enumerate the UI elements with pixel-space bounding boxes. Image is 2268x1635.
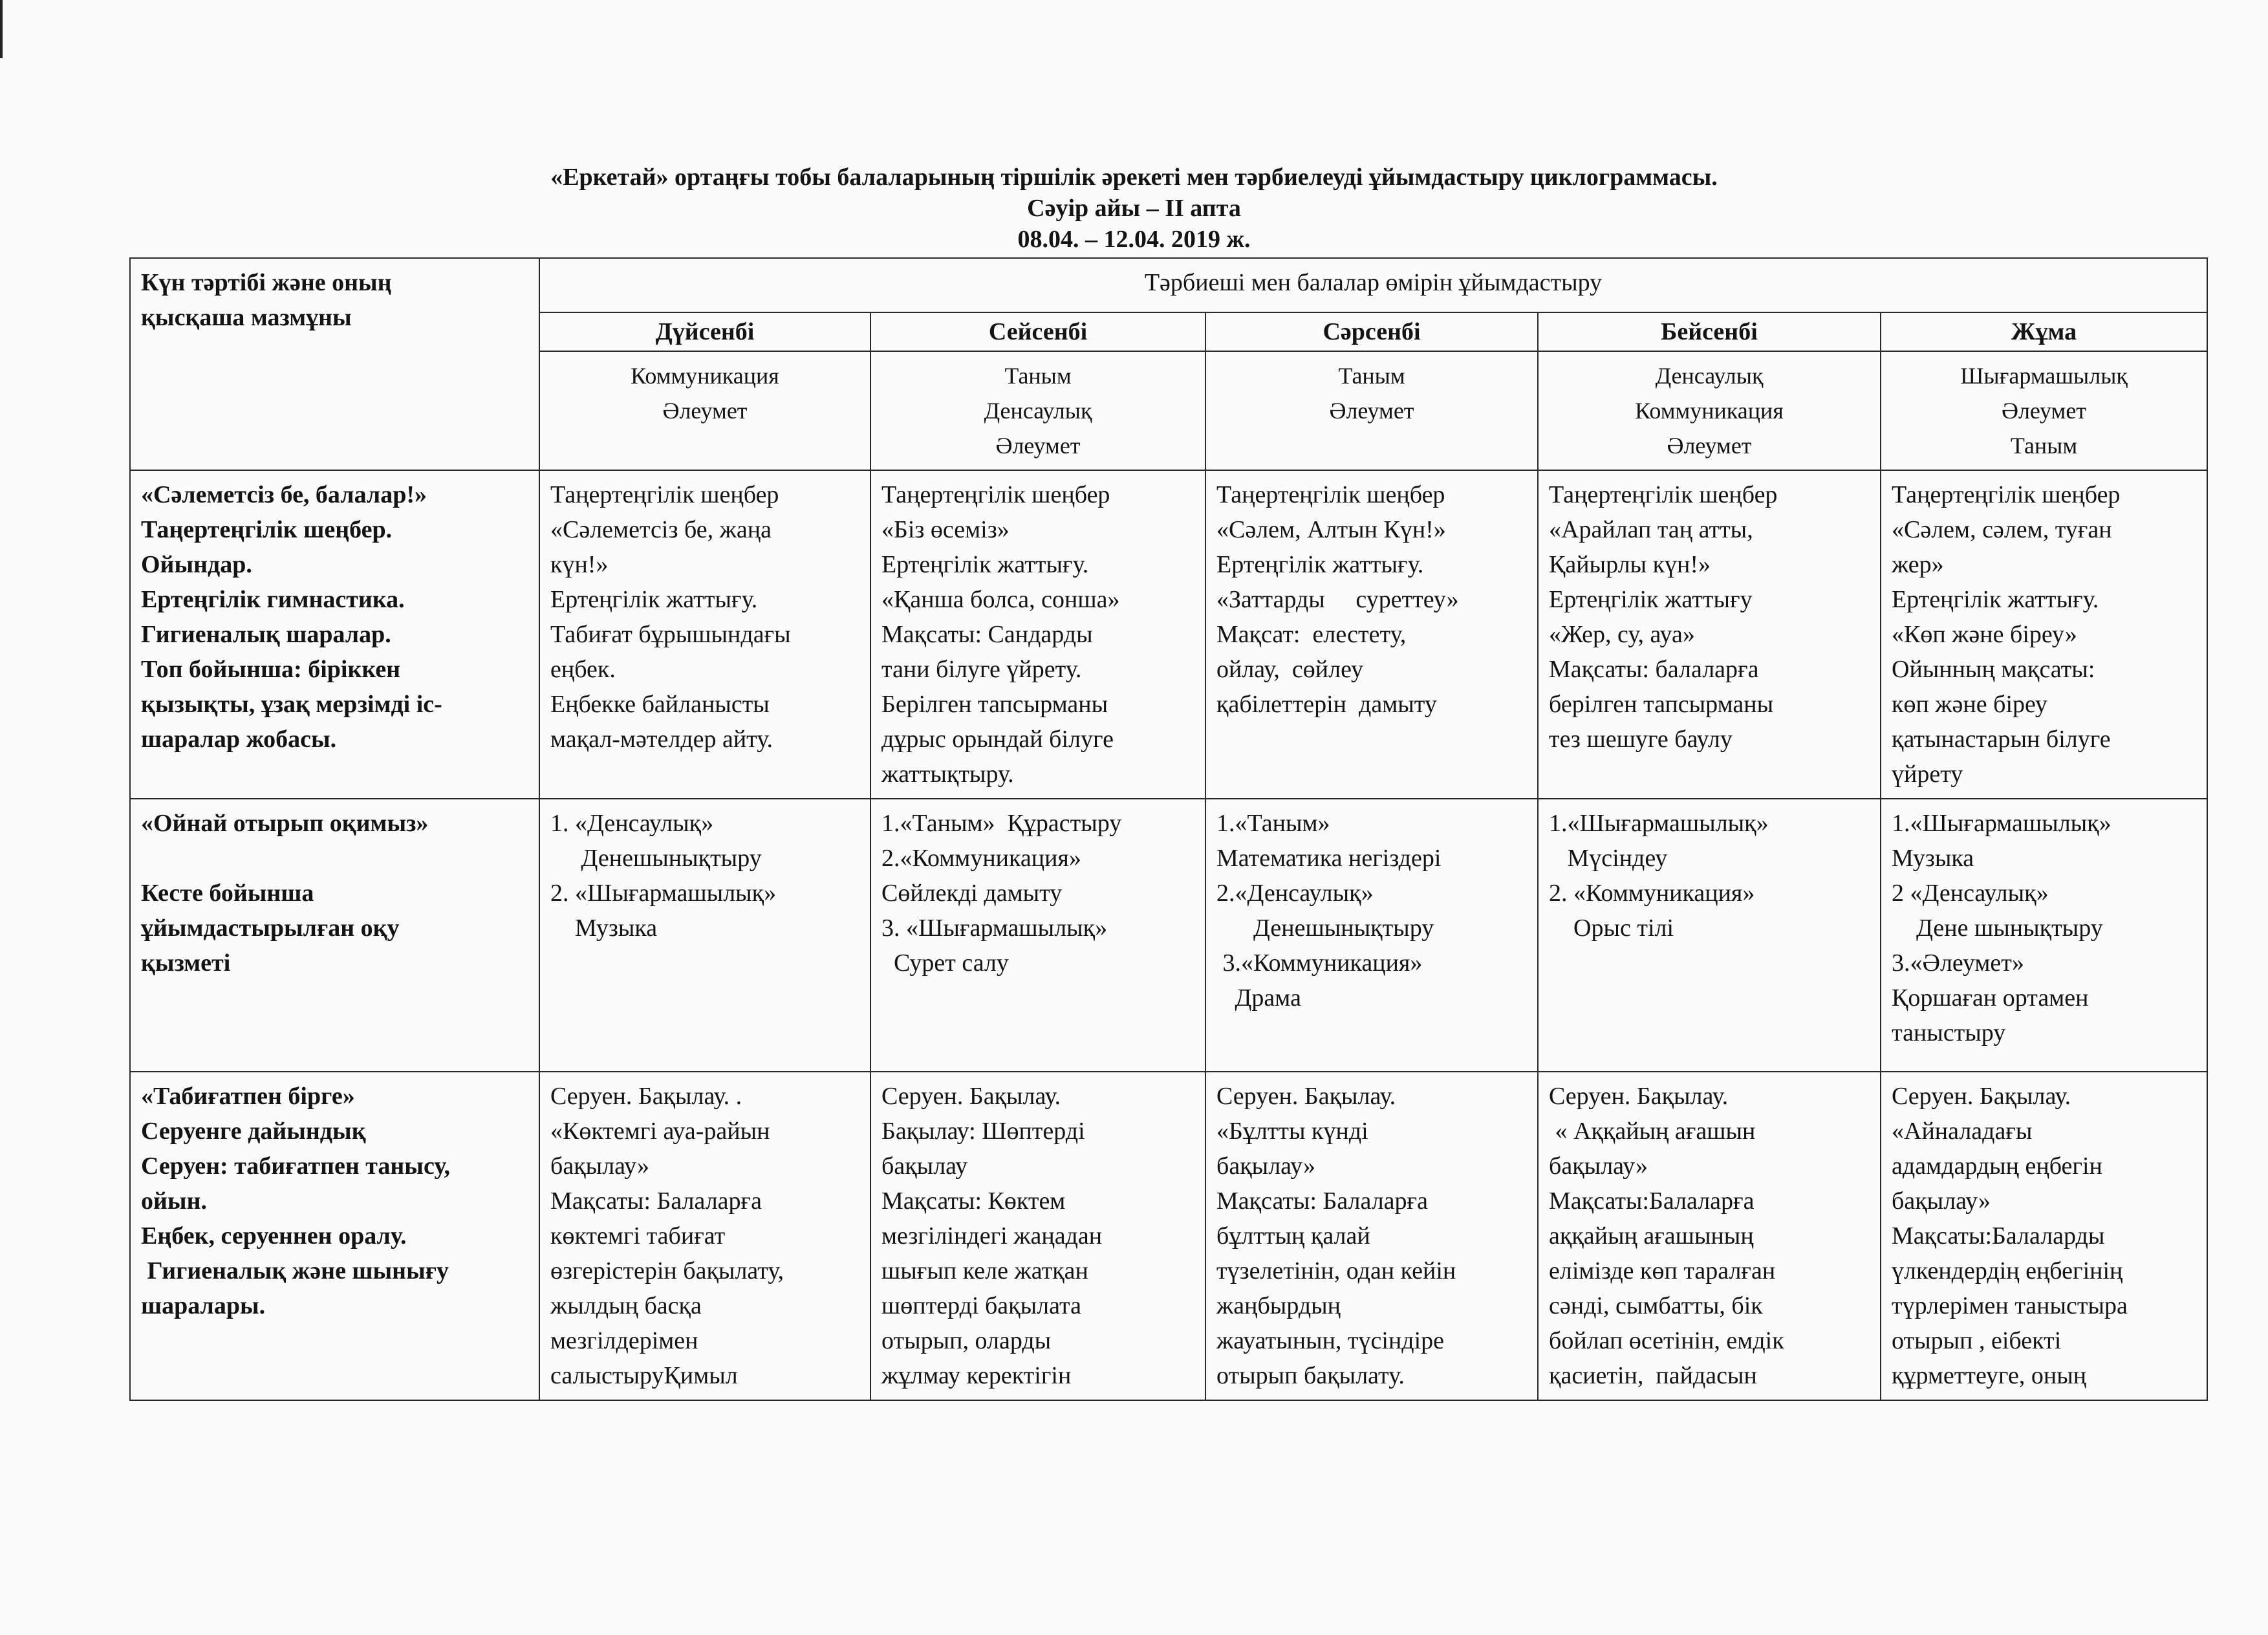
row-header-morning — [130, 470, 539, 799]
text-line: Серуен. Бақылау. — [1216, 1083, 1396, 1110]
text-line: Денсаулық — [1655, 363, 1764, 389]
text-line: Әлеумет — [662, 398, 748, 424]
cell-walk-monday — [539, 1072, 870, 1400]
text-line: Коммуникация — [1635, 398, 1784, 424]
text-line: ойлау, сөйлеу — [1216, 656, 1364, 683]
text-line: Әлеумет — [1667, 433, 1752, 459]
text-line: Мақсаты: Балаларға — [1216, 1187, 1428, 1215]
text-line: қызықты, ұзақ мерзімді іс- — [141, 691, 442, 718]
text-line: Математика негіздері — [1216, 845, 1442, 872]
cell-learning-monday — [539, 799, 870, 1072]
text-line: Серуен. Бақылау. — [1549, 1083, 1729, 1110]
text-line: Мақсаты: Балаларға — [550, 1187, 762, 1215]
cell-walk-wednesday — [1205, 1072, 1538, 1400]
day-header-thursday: Бейсенбі — [1538, 312, 1881, 351]
cell-morning-monday — [539, 470, 870, 799]
text-line: қызметі — [141, 949, 231, 977]
cyclogram-table — [129, 257, 2208, 1401]
day-header-friday: Жұма — [1881, 312, 2207, 351]
cell-learning-thursday — [1538, 799, 1881, 1072]
text-line: түзелетінін, одан кейін — [1216, 1257, 1456, 1284]
text-line: Музыка — [1892, 845, 1974, 872]
text-line: Табиғат бұрышындағы — [550, 621, 791, 648]
text-line: Ертеңгілік жаттығу. — [881, 551, 1089, 578]
text-line: Орыс тілі — [1549, 915, 1674, 942]
text-line: берілген тапсырманы — [1549, 691, 1774, 718]
text-line: Музыка — [550, 915, 658, 942]
text-line: Мақсаты: Сандарды — [881, 621, 1093, 648]
text-line: 1. «Денсаулық» — [550, 810, 714, 837]
row-header-walk — [130, 1072, 539, 1400]
text-line: 2.«Коммуникация» — [881, 845, 1081, 872]
text-line: Ертеңгілік жаттығу. — [1892, 586, 2099, 613]
text-line: шаралары. — [141, 1292, 266, 1319]
cell-learning-wednesday — [1205, 799, 1538, 1072]
text-line: «Сәлем, сәлем, туған — [1892, 516, 2112, 543]
scan-edge-mark — [0, 0, 3, 58]
text-line: жаттықтыру. — [881, 761, 1014, 788]
text-line: «Көктемгі ауа-райын — [550, 1118, 770, 1145]
text-line: «Сәлеметсіз бе, балалар!» — [141, 481, 427, 508]
text-line: елімізде көп таралған — [1549, 1257, 1776, 1284]
text-line: сәнді, сымбатты, бік — [1549, 1292, 1763, 1319]
text-line: Серуен. Бақылау. . — [550, 1083, 742, 1110]
text-line: 1.«Таным» Құрастыру — [881, 810, 1122, 837]
text-line: қысқаша мазмұны — [141, 304, 352, 331]
text-line: бақылау» — [1892, 1187, 1991, 1215]
subjects-friday — [1881, 351, 2207, 470]
text-line: 2. «Шығармашылық» — [550, 880, 777, 907]
text-line: Ертеңгілік жаттығу — [1549, 586, 1753, 613]
document-dates: 08.04. – 12.04. 2019 ж. — [1017, 226, 1251, 253]
text-line: Таңертеңгілік шеңбер — [1549, 481, 1778, 508]
text-line: Мақсаты:Балаларға — [1549, 1187, 1755, 1215]
text-line: тани білуге үйрету. — [881, 656, 1082, 683]
text-line: Мақсаты: балаларға — [1549, 656, 1759, 683]
text-line: адамдардың еңбегін — [1892, 1153, 2102, 1180]
text-line: Таным — [2010, 433, 2078, 459]
row-header-learning — [130, 799, 539, 1072]
table-row-walk — [130, 1072, 2207, 1400]
cell-walk-thursday — [1538, 1072, 1881, 1400]
text-line: дұрыс орындай білуге — [881, 726, 1114, 753]
text-line: Қайырлы күн!» — [1549, 551, 1711, 578]
text-line: «Қанша болса, сонша» — [881, 586, 1120, 613]
text-line: жұлмау керектігін — [881, 1362, 1072, 1389]
text-line: Серуен. Бақылау. — [1892, 1083, 2071, 1110]
text-line: Драма — [1216, 984, 1301, 1012]
text-line: қатынастарын білуге — [1892, 726, 2111, 753]
text-line: Ертеңгілік жаттығу. — [1216, 551, 1424, 578]
cell-morning-thursday — [1538, 470, 1881, 799]
text-line: Кесте бойынша — [141, 880, 314, 907]
text-line: «Бұлтты күнді — [1216, 1118, 1368, 1145]
text-line: аққайың ағашының — [1549, 1222, 1754, 1250]
text-line: таныстыру — [1892, 1019, 2006, 1046]
text-line: Еңбек, серуеннен оралу. — [141, 1222, 407, 1250]
text-line: Серуен: табиғатпен танысу, — [141, 1153, 451, 1180]
day-header-tuesday: Сейсенбі — [870, 312, 1205, 351]
text-line: еңбек. — [550, 656, 616, 683]
text-line: Таңертеңгілік шеңбер — [1892, 481, 2121, 508]
text-line: Топ бойынша: біріккен — [141, 656, 401, 683]
text-line: көктемгі табиғат — [550, 1222, 726, 1250]
text-line: ойын. — [141, 1187, 207, 1215]
text-line: Коммуникация — [631, 363, 779, 389]
text-line: жылдың басқа — [550, 1292, 702, 1319]
text-line: 1.«Шығармашылық» — [1549, 810, 1769, 837]
text-line: Таңертеңгілік шеңбер — [881, 481, 1110, 508]
text-line: бақылау — [881, 1153, 968, 1180]
text-line: «Ойнай отырып оқимыз» — [141, 810, 429, 837]
text-line: Сурет салу — [881, 949, 1009, 977]
text-line: жауатынын, түсіндіре — [1216, 1327, 1445, 1354]
text-line: ұйымдастырылған оқу — [141, 915, 400, 942]
text-line: «Айналадағы — [1892, 1118, 2033, 1145]
text-line: Мақсаты:Балаларды — [1892, 1222, 2105, 1250]
table-row-learning — [130, 799, 2207, 1072]
text-line: Таңертеңгілік шеңбер — [1216, 481, 1445, 508]
text-line: «Сәлем, Алтын Күн!» — [1216, 516, 1446, 543]
text-line: салыстыруҚимыл — [550, 1362, 738, 1389]
text-line: бақылау» — [550, 1153, 650, 1180]
subjects-monday — [539, 351, 870, 470]
text-line: Әлеумет — [1329, 398, 1414, 424]
text-line: Еңбекке байланысты — [550, 691, 770, 718]
text-line: Денешынықтыру — [1216, 915, 1434, 942]
text-line: үлкендердің еңбегінің — [1892, 1257, 2123, 1284]
corner-header — [130, 258, 539, 470]
text-line: 3. «Шығармашылық» — [881, 915, 1108, 942]
text-line: Гигиеналық шаралар. — [141, 621, 391, 648]
text-line: «Жер, су, ауа» — [1549, 621, 1695, 648]
text-line: 2.«Денсаулық» — [1216, 880, 1374, 907]
day-header-wednesday: Сәрсенбі — [1205, 312, 1538, 351]
text-line: күн!» — [550, 551, 609, 578]
text-line: Ертеңгілік жаттығу. — [550, 586, 758, 613]
cell-learning-tuesday — [870, 799, 1205, 1072]
text-line: Мақсаты: Көктем — [881, 1187, 1066, 1215]
text-line: Әлеумет — [995, 433, 1081, 459]
text-line: отырып, оларды — [881, 1327, 1052, 1354]
text-line: Бақылау: Шөптерді — [881, 1118, 1085, 1145]
text-line: жаңбырдың — [1216, 1292, 1341, 1319]
text-line: Таңертеңгілік шеңбер. — [141, 516, 393, 543]
cell-walk-friday — [1881, 1072, 2207, 1400]
cell-learning-friday — [1881, 799, 2207, 1072]
text-line: үйрету — [1892, 761, 1963, 788]
text-line: «Табиғатпен бірге» — [141, 1083, 355, 1110]
text-line: мезгілдерімен — [550, 1327, 698, 1354]
text-line: шығып келе жатқан — [881, 1257, 1088, 1284]
text-line: Күн тәртібі және оның — [141, 269, 392, 296]
text-line: Таңертеңгілік шеңбер — [550, 481, 779, 508]
cell-morning-tuesday — [870, 470, 1205, 799]
text-line: отырып бақылату. — [1216, 1362, 1405, 1389]
text-line: бойлап өсетінін, емдік — [1549, 1327, 1784, 1354]
text-line: «Арайлап таң атты, — [1549, 516, 1753, 543]
cell-walk-tuesday — [870, 1072, 1205, 1400]
text-line: бақылау» — [1549, 1153, 1648, 1180]
text-line: Әлеумет — [2001, 398, 2087, 424]
text-line: Серуенге дайындық — [141, 1118, 366, 1145]
text-line: Серуен. Бақылау. — [881, 1083, 1061, 1110]
text-line: шаралар жобасы. — [141, 726, 337, 753]
cell-morning-wednesday — [1205, 470, 1538, 799]
text-line: 1.«Шығармашылық» — [1892, 810, 2111, 837]
text-line: Мақсат: елестету, — [1216, 621, 1407, 648]
text-line: Таным — [1004, 363, 1072, 389]
text-line: Таным — [1338, 363, 1405, 389]
text-line: «Біз өсеміз» — [881, 516, 1010, 543]
text-line: 1.«Таным» — [1216, 810, 1330, 837]
text-line: 3.«Әлеумет» — [1892, 949, 2024, 977]
text-line: құрметтеуге, оның — [1892, 1362, 2087, 1389]
text-line — [141, 841, 528, 876]
text-line: мезгіліндегі жаңадан — [881, 1222, 1103, 1250]
document-title: «Еркетай» ортаңғы тобы балаларының тіршілік әрекеті мен тәрбиелеуді ұйымдастыру циклограммасы. — [550, 164, 1718, 191]
cell-morning-friday — [1881, 470, 2207, 799]
text-line: шөптерді бақылата — [881, 1292, 1081, 1319]
table-row-morning — [130, 470, 2207, 799]
text-line: 2 «Денсаулық» — [1892, 880, 2049, 907]
text-line: көп және біреу — [1892, 691, 2047, 718]
text-line: Қоршаған ортамен — [1892, 984, 2089, 1012]
text-line: өзгерістерін бақылату, — [550, 1257, 784, 1284]
text-line: «Сәлеметсіз бе, жаңа — [550, 516, 772, 543]
text-line: Ертеңгілік гимнастика. — [141, 586, 405, 613]
subjects-thursday — [1538, 351, 1881, 470]
text-line: Гигиеналық және шынығу — [141, 1257, 449, 1284]
text-line: Ойындар. — [141, 551, 252, 578]
text-line: Шығармашылық — [1960, 363, 2128, 389]
text-line: бұлттың қалай — [1216, 1222, 1370, 1250]
text-line: Денсаулық — [984, 398, 1092, 424]
text-line: Денешынықтыру — [550, 845, 762, 872]
subjects-tuesday — [870, 351, 1205, 470]
text-line: « Аққайың ағашын — [1549, 1118, 1756, 1145]
text-line: Мүсіндеу — [1549, 845, 1668, 872]
text-line: қабілеттерін дамыту — [1216, 691, 1437, 718]
text-line: Дене шынықтыру — [1892, 915, 2103, 942]
organization-header: Тәрбиеші мен балалар өмірін ұйымдастыру — [539, 258, 2207, 312]
text-line: 2. «Коммуникация» — [1549, 880, 1755, 907]
document-month: Сәуір айы – ІІ апта — [1027, 195, 1241, 222]
text-line: Ойынның мақсаты: — [1892, 656, 2095, 683]
text-line: отырып , еібекті — [1892, 1327, 2062, 1354]
text-line: Берілген тапсырманы — [881, 691, 1108, 718]
day-header-monday: Дүйсенбі — [539, 312, 870, 351]
text-line: 3.«Коммуникация» — [1216, 949, 1423, 977]
text-line: түрлерімен таныстыра — [1892, 1292, 2128, 1319]
text-line: «Заттарды суреттеу» — [1216, 586, 1459, 613]
text-line: Сөйлекді дамыту — [881, 880, 1063, 907]
text-line: бақылау» — [1216, 1153, 1316, 1180]
text-line: «Көп және біреу» — [1892, 621, 2077, 648]
text-line: қасиетін, пайдасын — [1549, 1362, 1757, 1389]
text-line: жер» — [1892, 551, 1944, 578]
text-line: тез шешуге баулу — [1549, 726, 1733, 753]
text-line: мақал-мәтелдер айту. — [550, 726, 773, 753]
subjects-wednesday — [1205, 351, 1538, 470]
